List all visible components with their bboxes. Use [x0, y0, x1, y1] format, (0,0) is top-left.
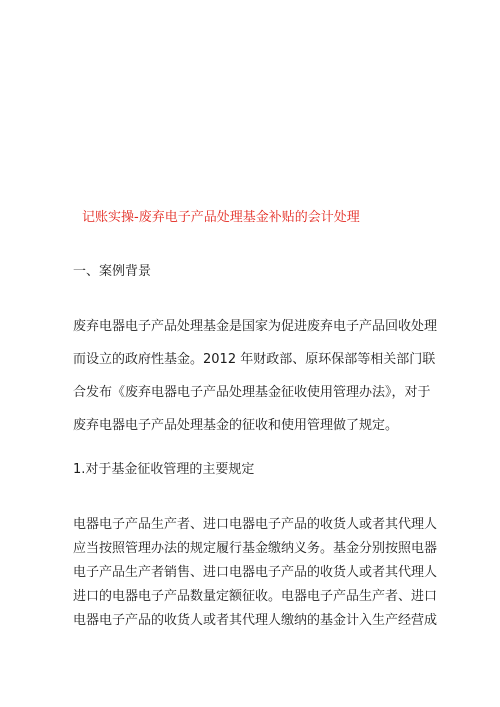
paragraph-line: 废弃电器电子产品处理基金的征收和使用管理做了规定。 — [73, 418, 399, 433]
paragraph-line: 电子产品生产者销售、进口电器电子产品的收货人或者其代理人 — [73, 565, 438, 580]
paragraph-line: 应当按照管理办法的规定履行基金缴纳义务。基金分别按照电器 — [73, 541, 438, 556]
paragraph-line: 电器电子产品的收货人或者其代理人缴纳的基金计入生产经营成 — [73, 613, 438, 628]
document-title: 记账实操-废弃电子产品处理基金补贴的会计处理 — [82, 210, 360, 225]
section-heading: 一、案例背景 — [73, 264, 152, 279]
paragraph-line: 电器电子产品生产者、进口电器电子产品的收货人或者其代理人 — [73, 517, 438, 532]
paragraph-line: 进口的电器电子产品数量定额征收。电器电子产品生产者、进口 — [73, 589, 438, 604]
paragraph-line: 而设立的政府性基金。2012 年财政部、原环保部等相关部门联 — [73, 352, 436, 367]
paragraph-line: 合发布《废弃电器电子产品处理基金征收使用管理办法》，对于 — [73, 385, 431, 400]
sub-heading: 1.对于基金征收管理的主要规定 — [73, 462, 255, 477]
paragraph-background — [73, 310, 438, 442]
paragraph-line: 废弃电器电子产品处理基金是国家为促进废弃电子产品回收处理 — [73, 319, 438, 334]
paragraph-fund-collection — [73, 513, 438, 633]
